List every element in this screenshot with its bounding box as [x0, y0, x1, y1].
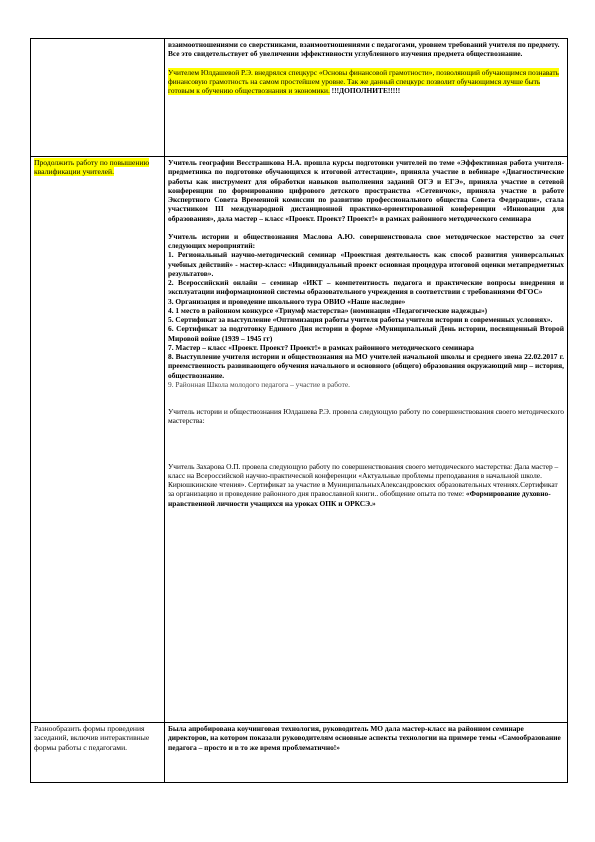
paragraph-yuldasheva: Учитель истории и обществознания Юлдашева Р.Э. провела следующую работу по совершенствования своего методического мастерства: [168, 407, 564, 426]
highlighted-text: Учителем Юлдашевой Р.Э. внедрялся спецкурс «Основы финансовой грамотности», позволяющий обучающимся познавать финансовую грамотность на самом простейшем уровне. Так же данный спецкурс позволит обучающимся лучше быть готовым к обучению обществознания и экономики. [168, 67, 559, 95]
list-item: 4. 1 место в районном конкурсе «Триумф мастерства» (номинация «Педагогические надежды») [168, 305, 488, 315]
task-cell [31, 157, 165, 723]
paragraph-zakharova [168, 462, 564, 508]
zakharova-topic: «Формирование духовно-нравственной личности учащихся на уроках ОПК и ОРКСЭ.» [168, 489, 551, 508]
list-item: 8. Выступление учителя истории и обществознания на МО учителей начальной школы и среднего звена 22.02.2017 г. преемственность развивающего обучения начального и основного (общего) образования окружающий мир – история, обществознание. [168, 352, 564, 380]
list-item: 5. Сертификат за выступление «Оптимизация работы учителя работы учителя истории в современных условиях». [168, 315, 553, 324]
document-page [30, 38, 567, 783]
task-cell [31, 39, 165, 157]
paragraph [168, 68, 564, 96]
note-text: !!!ДОПОЛНИТЕ!!!!! [329, 86, 401, 95]
paragraph: Была апробирована коучинговая технология, руководитель МО дала мастер-класс на районном семинаре директоров, на котором показали руководителям основные аспекты технологии на примере темы «Самообразование педагога – просто и в то же время проблематично!» [168, 724, 561, 752]
result-cell [165, 157, 568, 723]
table-row [31, 39, 568, 157]
task-text: Продолжить работу по повышению квалификации учителей. [34, 158, 150, 177]
plan-table [30, 38, 568, 783]
list-item: 9. Районная Школа молодого педагога – участие в работе. [168, 379, 350, 389]
paragraph-geography: Учитель географии Весстрашкова Н.А. прошла курсы подготовки учителей по теме «Эффективная работа учителя-предметника по подготовке обучающихся к итоговой аттестации», приняла участие в вебинаре «Диагностические работы как инструмент для обработки навыков выполнения заданий ОГЭ и ЕГЭ», приняла участие в сетевой конференции по формированию цифрового детского пространства «Сетевичок», приняла участие в работе Экспертного Совета Временной комиссии по развитию профессионального общества Совета Федерации», стала участником III международной дистанционной практико-ориентированной конференции «Инновации для образования», дала мастер – класс «Проект. Проект? Проект!» в рамках районного методического семинара [168, 158, 564, 223]
zakharova-text: Учитель Захарова О.П. провела следующую работу по совершенствования своего методического мастерства: Дала мастер – класс на Всероссийской научно-практической конференции «Актуальные проблемы преподавания в начальной школе. Кирюшкинские чтения». Сертификат за участие в МуниципальныхАлександровских образовательных чтениях.Сертификат за организацию и проведение районного дня православной книги.. обобщение опыта по теме: [168, 461, 559, 499]
list-item: 1. Региональный научно-методический семинар «Проектная деятельность как способ развития универсальных учебных действий» - мастер-класс: «Индивидуальный проект основная процедура итоговой оценки метапредметных результатов». [168, 250, 564, 278]
table-row [31, 157, 568, 723]
paragraph-history-intro: Учитель истории и обществознания Маслова А.Ю. совершенствовала свое методическое мастерство за счет следующих мероприятий: [168, 231, 564, 250]
list-item: 2. Всероссийский онлайн – семинар «ИКТ – компетентность педагога и практические вопросы внедрения и эксплуатации информационной системы образовательного учреждения в соответствии с требованиями ФГОС» [168, 278, 564, 297]
list-item: 3. Организация и проведение школьного тура ОВИО «Наше наследие» [168, 296, 406, 306]
task-text: Разнообразить формы проведения заседаний, включив интерактивные формы работы с педагогами. [34, 724, 150, 752]
list-item: 7. Мастер – класс «Проект. Проект? Проект!» в рамках районного методического семинара [168, 342, 474, 352]
result-cell [165, 723, 568, 783]
table-row [31, 723, 568, 783]
result-cell [165, 39, 568, 157]
list-item: 6. Сертификат за подготовку Единого Дня истории в форме «Муниципальный День истории, посвященный Второй Мировой войне (1939 – 1945 гг) [168, 324, 564, 343]
paragraph: взаимоотношениями со сверстниками, взаимоотношениями с педагогами, уровнем требований учителя по предмету. Все это свидетельствует об увеличении эффективности углубленного изучения предмета обществознание. [168, 40, 560, 59]
task-cell [31, 723, 165, 783]
